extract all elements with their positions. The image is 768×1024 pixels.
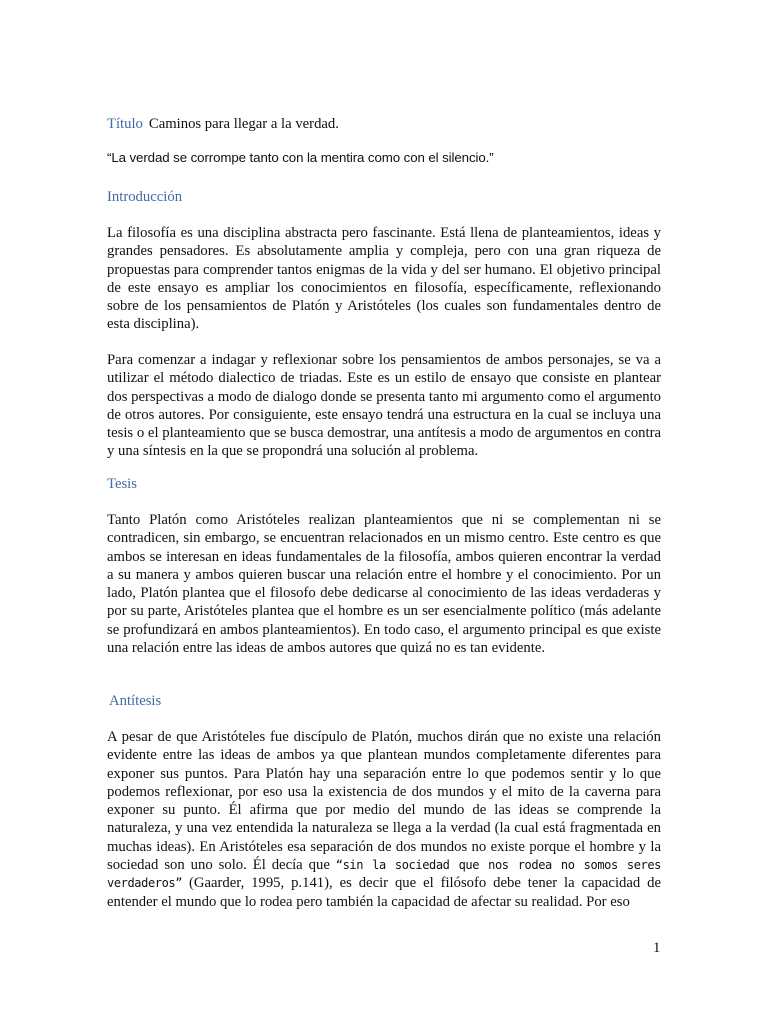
title-label: Título <box>107 116 143 132</box>
intro-paragraph-1: La filosofía es una disciplina abstracta pero fascinante. Está llena de planteamientos, ideas y grandes pensadores. Es absolutamente amplia y compleja, pero con una gran riqueza de propuestas para comprender tantos enigmas de la vida y del ser humano. El objetivo principal de este ensayo es ampliar los conocimientos en filosofía, específicamente, reflexionando sobre de los pensamientos de Platón y Aristóteles (los cuales son fundamentales dentro de esta disciplina). <box>107 225 661 333</box>
tesis-heading: Tesis <box>107 476 137 492</box>
antitesis-paragraph-1 <box>107 728 661 911</box>
antitesis-heading: Antítesis <box>109 693 162 709</box>
antitesis-inline-quote: “sin la sociedad que nos rodea no somos seres verdaderos” <box>107 858 662 891</box>
epigraph-quote: “La verdad se corrompe tanto con la mentira como con el silencio.” <box>107 150 494 165</box>
intro-paragraph-2: Para comenzar a indagar y reflexionar sobre los pensamientos de ambos personajes, se va a utilizar el método dialectico de triadas. Este es un estilo de ensayo que consiste en plantear dos perspectivas a modo de dialogo donde se presenta tanto mi argumento como el argumento de otros autores. Por consiguiente, este ensayo tendrá una estructura en la cual se incluya una tesis o el planteamiento que se busca demostrar, una antítesis a modo de argumentos en contra y una síntesis en la que se propondrá una solución al problema. <box>107 352 661 460</box>
tesis-paragraph-1: Tanto Platón como Aristóteles realizan planteamientos que ni se complementan ni se contradicen, sin embargo, se encuentran relacionados en un mismo centro. Este centro es que ambos se interesan en ideas fundamentales de la filosofía, ambos quieren encontrar la verdad a su manera y ambos quieren buscar una relación entre el hombre y el conocimiento. Por un lado, Platón plantea que el filosofo debe dedicarse al conocimiento de las ideas verdaderas y por su parte, Aristóteles plantea que el hombre es un ser esencialmente político (más adelante se profundizará en ambos planteamientos). En todo caso, el argumento principal es que existe una relación entre las ideas de ambos autores que quizá no es tan evidente. <box>107 512 661 657</box>
page-number: 1 <box>653 940 661 956</box>
document-title: Caminos para llegar a la verdad. <box>148 116 339 132</box>
intro-heading: Introducción <box>107 189 183 205</box>
document-title-line <box>107 115 339 134</box>
antitesis-text-after: (Gaarder, 1995, p.141), es decir que el filósofo debe tener la capacidad de entender el mundo que lo rodea pero también la capacidad de afectar su realidad. Por eso <box>107 875 661 910</box>
antitesis-text-before: A pesar de que Aristóteles fue discípulo de Platón, muchos dirán que no existe una relación evidente entre las ideas de ambos ya que plantean mundos completamente diferentes para exponer sus puntos. Para Platón hay una separación entre lo que podemos sentir y lo que podemos reflexionar, por eso usa la existencia de dos mundos y el mito de la caverna para exponer su punto. Él afirma que por medio del mundo de las ideas se comprende la naturaleza, y una vez entendida la naturaleza se llega a la verdad (la cual está fragmentada en muchas ideas). En Aristóteles esa separación de dos mundos no existe porque el hombre y la sociedad son uno solo. Él decía que <box>107 729 661 874</box>
